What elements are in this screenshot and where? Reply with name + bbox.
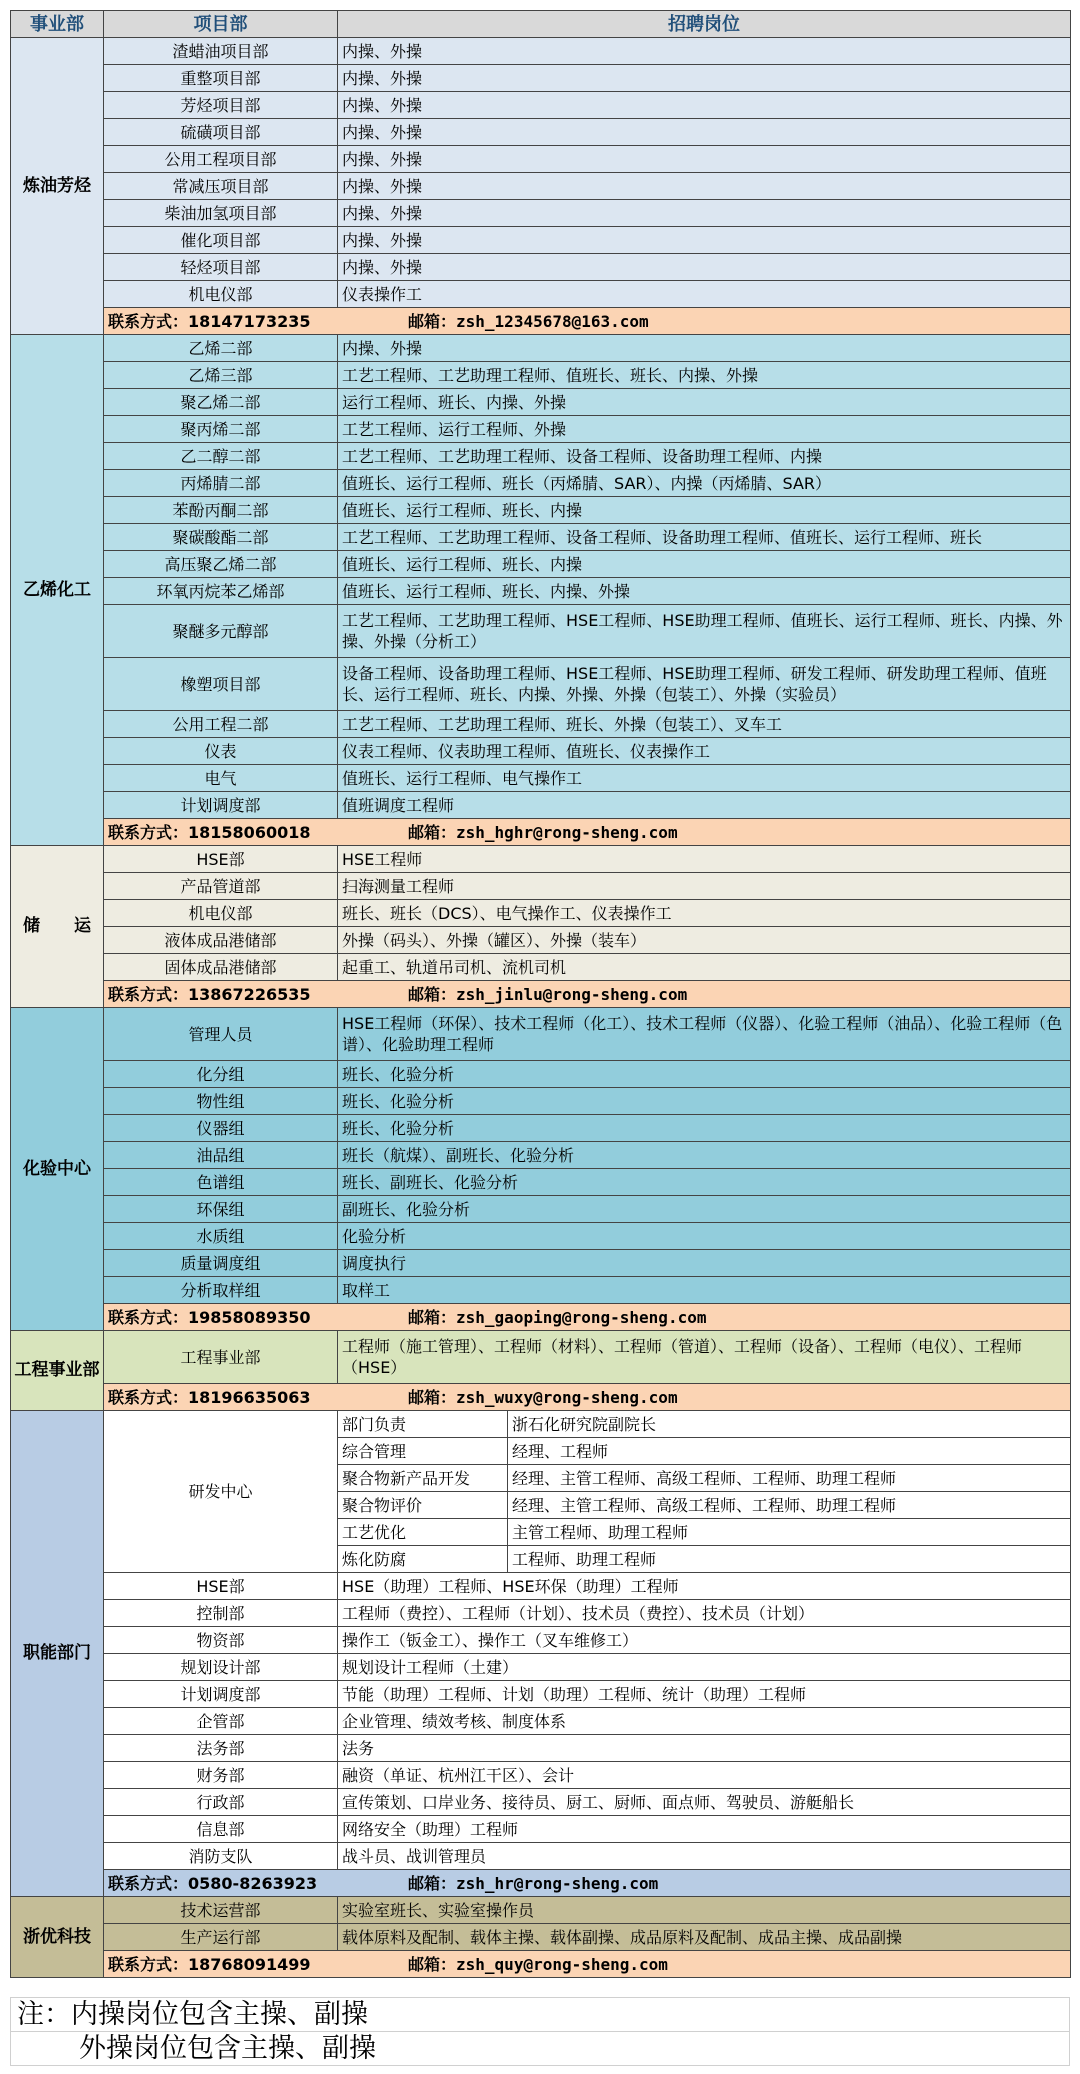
project-cell: 环保组: [104, 1196, 338, 1223]
contact-email-label: 邮箱：: [408, 1954, 457, 1974]
positions-cell: 内操、外操: [338, 227, 1071, 254]
positions-cell: 副班长、化验分析: [338, 1196, 1071, 1223]
table-row: [11, 1142, 1071, 1169]
contact-row: [11, 1870, 1071, 1897]
positions-cell: 实验室班长、实验室操作员: [338, 1897, 1071, 1924]
contact-phone: [108, 1385, 408, 1410]
recruitment-table: [10, 10, 1070, 1978]
positions-cell: 融资（单证、杭州江干区）、会计: [338, 1762, 1071, 1789]
positions-cell: 规划设计工程师（土建）: [338, 1654, 1071, 1681]
table-row: [11, 200, 1071, 227]
positions-cell: 班长、化验分析: [338, 1061, 1071, 1088]
division-lab: 化验中心: [11, 1008, 104, 1331]
contact-phone-value: 18147173235: [188, 311, 311, 331]
positions-cell: 值班长、运行工程师、班长、内操: [338, 551, 1071, 578]
contact-email-value[interactable]: zsh_12345678@163.com: [456, 311, 649, 331]
table-row: [11, 900, 1071, 927]
table-row: [11, 1169, 1071, 1196]
project-cell: 控制部: [104, 1600, 338, 1627]
positions-cell: 仪表操作工: [338, 281, 1071, 308]
positions-cell: 设备工程师、设备助理工程师、HSE工程师、HSE助理工程师、研发工程师、研发助理工程师、值班长、运行工程师、班长、内操、外操、外操（包装工）、外操（实验员）: [338, 658, 1071, 711]
table-row: [11, 92, 1071, 119]
positions-cell: HSE工程师: [338, 846, 1071, 873]
contact-phone-value: 18158060018: [188, 822, 311, 842]
table-row: [11, 443, 1071, 470]
table-row: [11, 1115, 1071, 1142]
table-row: [11, 792, 1071, 819]
table-row: [11, 1924, 1071, 1951]
project-cell: 化分组: [104, 1061, 338, 1088]
project-cell: 聚丙烯二部: [104, 416, 338, 443]
header-project: 项目部: [104, 11, 338, 38]
project-cell: 质量调度组: [104, 1250, 338, 1277]
project-cell: 柴油加氢项目部: [104, 200, 338, 227]
project-cell: 公用工程二部: [104, 711, 338, 738]
project-cell: 环氧丙烷苯乙烯部: [104, 578, 338, 605]
contact-phone: [108, 309, 408, 334]
division-engineering: 工程事业部: [11, 1331, 104, 1411]
contact-email-label: 邮箱：: [408, 311, 457, 331]
project-cell: 法务部: [104, 1735, 338, 1762]
project-cell: 物资部: [104, 1627, 338, 1654]
header-row: [11, 11, 1071, 38]
table-row: [11, 1708, 1071, 1735]
positions-cell: 战斗员、战训管理员: [338, 1843, 1071, 1870]
positions-cell: 浙石化研究院副院长: [508, 1411, 1071, 1438]
table-row: [11, 1088, 1071, 1115]
positions-cell: 扫海测量工程师: [338, 873, 1071, 900]
contact-phone-value: 18196635063: [188, 1387, 311, 1407]
positions-cell: 经理、主管工程师、高级工程师、工程师、助理工程师: [508, 1465, 1071, 1492]
division-storage: 储 运: [11, 846, 104, 1008]
project-cell: 重整项目部: [104, 65, 338, 92]
contact-row: [11, 1304, 1071, 1331]
contact-phone: [108, 1871, 408, 1896]
contact-email-value[interactable]: zsh_wuxy@rong-sheng.com: [456, 1387, 678, 1407]
contact-email-label: 邮箱：: [408, 1387, 457, 1407]
sub-department-cell: 聚合物新产品开发: [338, 1465, 508, 1492]
contact-email-value[interactable]: zsh_jinlu@rong-sheng.com: [456, 984, 688, 1004]
positions-cell: 调度执行: [338, 1250, 1071, 1277]
project-cell: 色谱组: [104, 1169, 338, 1196]
contact-phone-value: 19858089350: [188, 1307, 311, 1327]
contact-row: [11, 308, 1071, 335]
contact-email-label: 邮箱：: [408, 822, 457, 842]
project-cell: 油品组: [104, 1142, 338, 1169]
positions-cell: 值班长、运行工程师、班长、内操: [338, 497, 1071, 524]
positions-cell: 值班长、运行工程师、班长、内操、外操: [338, 578, 1071, 605]
project-cell: 行政部: [104, 1789, 338, 1816]
table-row: [11, 1573, 1071, 1600]
contact-phone-value: 13867226535: [188, 984, 311, 1004]
table-row: [11, 1627, 1071, 1654]
division-zheyou: 浙优科技: [11, 1897, 104, 1978]
contact-email: [408, 1308, 706, 1327]
sub-department-cell: 工艺优化: [338, 1519, 508, 1546]
contact-email: [408, 312, 649, 331]
positions-cell: 班长、化验分析: [338, 1115, 1071, 1142]
sub-department-cell: 聚合物评价: [338, 1492, 508, 1519]
contact-email: [408, 823, 678, 842]
contact-phone-value: 0580-8263923: [188, 1873, 318, 1893]
positions-cell: 载体原料及配制、载体主操、载体副操、成品原料及配制、成品主操、成品副操: [338, 1924, 1071, 1951]
table-row: [11, 551, 1071, 578]
project-cell: 苯酚丙酮二部: [104, 497, 338, 524]
table-row: [11, 524, 1071, 551]
division-ethylene: 乙烯化工: [11, 335, 104, 846]
project-cell: 财务部: [104, 1762, 338, 1789]
project-cell: 聚醚多元醇部: [104, 605, 338, 658]
contact-email: [408, 1874, 658, 1893]
contact-phone: [108, 982, 408, 1007]
table-row: [11, 1789, 1071, 1816]
positions-cell: 内操、外操: [338, 200, 1071, 227]
positions-cell: 班长（航煤）、副班长、化验分析: [338, 1142, 1071, 1169]
contact-email-value[interactable]: zsh_hghr@rong-sheng.com: [456, 822, 678, 842]
table-row: [11, 146, 1071, 173]
positions-cell: 工艺工程师、运行工程师、外操: [338, 416, 1071, 443]
header-division: 事业部: [11, 11, 104, 38]
contact-phone: [108, 1305, 408, 1330]
positions-cell: 取样工: [338, 1277, 1071, 1304]
project-cell: HSE部: [104, 1573, 338, 1600]
positions-cell: 工艺工程师、工艺助理工程师、设备工程师、设备助理工程师、内操: [338, 443, 1071, 470]
table-row: [11, 1735, 1071, 1762]
contact-info: [104, 1304, 1071, 1331]
division-refining: 炼油芳烃: [11, 38, 104, 335]
table-row: [11, 1654, 1071, 1681]
contact-phone-label: 联系方式：: [108, 311, 189, 331]
table-row: [11, 738, 1071, 765]
contact-info: [104, 981, 1071, 1008]
contact-info: [104, 1870, 1071, 1897]
table-row: [11, 1816, 1071, 1843]
positions-cell: 值班长、运行工程师、班长（丙烯腈、SAR）、内操（丙烯腈、SAR）: [338, 470, 1071, 497]
positions-cell: HSE（助理）工程师、HSE环保（助理）工程师: [338, 1573, 1071, 1600]
table-row: [11, 281, 1071, 308]
table-row: [11, 1277, 1071, 1304]
table-row: [11, 1762, 1071, 1789]
project-cell: 产品管道部: [104, 873, 338, 900]
contact-row: [11, 819, 1071, 846]
table-row: [11, 38, 1071, 65]
positions-cell: 值班长、运行工程师、电气操作工: [338, 765, 1071, 792]
division-functional: 职能部门: [11, 1411, 104, 1897]
project-cell: 管理人员: [104, 1008, 338, 1061]
project-cell: 固体成品港储部: [104, 954, 338, 981]
positions-cell: 起重工、轨道吊司机、流机司机: [338, 954, 1071, 981]
positions-cell: 经理、工程师: [508, 1438, 1071, 1465]
project-cell: 聚乙烯二部: [104, 389, 338, 416]
positions-cell: 内操、外操: [338, 92, 1071, 119]
header-positions: 招聘岗位: [338, 11, 1071, 38]
project-cell: 乙烯二部: [104, 335, 338, 362]
sub-department-cell: 炼化防腐: [338, 1546, 508, 1573]
project-cell: 渣蜡油项目部: [104, 38, 338, 65]
note-outer-operator: 外操岗位包含主操、副操: [10, 2032, 1070, 2066]
table-row: [11, 1600, 1071, 1627]
sub-department-cell: 部门负责: [338, 1411, 508, 1438]
project-cell: 乙烯三部: [104, 362, 338, 389]
contact-email: [408, 985, 687, 1004]
project-cell: 硫磺项目部: [104, 119, 338, 146]
table-row: [11, 173, 1071, 200]
project-cell: HSE部: [104, 846, 338, 873]
table-row: [11, 1331, 1071, 1384]
project-cell: 信息部: [104, 1816, 338, 1843]
table-row: [11, 65, 1071, 92]
project-cell: 计划调度部: [104, 1681, 338, 1708]
table-row: [11, 416, 1071, 443]
table-row: [11, 335, 1071, 362]
table-row: [11, 954, 1071, 981]
contact-phone: [108, 1952, 408, 1977]
positions-cell: 网络安全（助理）工程师: [338, 1816, 1071, 1843]
positions-cell: 法务: [338, 1735, 1071, 1762]
positions-cell: 内操、外操: [338, 146, 1071, 173]
positions-cell: 操作工（钣金工）、操作工（叉车维修工）: [338, 1627, 1071, 1654]
project-cell: 电气: [104, 765, 338, 792]
project-cell: 仪表: [104, 738, 338, 765]
project-cell: 机电仪部: [104, 900, 338, 927]
positions-cell: 工程师（施工管理）、工程师（材料）、工程师（管道）、工程师（设备）、工程师（电仪）、工程师（HSE）: [338, 1331, 1071, 1384]
table-row: [11, 1897, 1071, 1924]
contact-phone-value: 18768091499: [188, 1954, 311, 1974]
positions-cell: 工艺工程师、工艺助理工程师、HSE工程师、HSE助理工程师、值班长、运行工程师、班长、内操、外操、外操（分析工）: [338, 605, 1071, 658]
project-cell: 分析取样组: [104, 1277, 338, 1304]
contact-email-label: 邮箱：: [408, 984, 457, 1004]
table-row: [11, 873, 1071, 900]
positions-cell: 内操、外操: [338, 254, 1071, 281]
contact-row: [11, 981, 1071, 1008]
contact-phone-label: 联系方式：: [108, 984, 189, 1004]
contact-info: [104, 1951, 1071, 1978]
note-inner-operator: 注：内操岗位包含主操、副操: [10, 1997, 1070, 2032]
table-row: [11, 1411, 1071, 1438]
positions-cell: 企业管理、绩效考核、制度体系: [338, 1708, 1071, 1735]
table-row: [11, 1843, 1071, 1870]
table-row: [11, 927, 1071, 954]
contact-email-label: 邮箱：: [408, 1307, 457, 1327]
contact-info: [104, 1384, 1071, 1411]
contact-email: [408, 1388, 678, 1407]
project-cell: 仪器组: [104, 1115, 338, 1142]
project-cell: 物性组: [104, 1088, 338, 1115]
table-row: [11, 1223, 1071, 1250]
table-row: [11, 1008, 1071, 1061]
positions-cell: 工程师、助理工程师: [508, 1546, 1071, 1573]
project-cell: 聚碳酸酯二部: [104, 524, 338, 551]
table-row: [11, 1250, 1071, 1277]
positions-cell: 化验分析: [338, 1223, 1071, 1250]
table-row: [11, 470, 1071, 497]
table-row: [11, 1061, 1071, 1088]
table-row: [11, 497, 1071, 524]
project-cell: 乙二醇二部: [104, 443, 338, 470]
project-cell: 技术运营部: [104, 1897, 338, 1924]
positions-cell: 工艺工程师、工艺助理工程师、设备工程师、设备助理工程师、值班长、运行工程师、班长: [338, 524, 1071, 551]
contact-info: [104, 308, 1071, 335]
positions-cell: 班长、班长（DCS）、电气操作工、仪表操作工: [338, 900, 1071, 927]
positions-cell: 工艺工程师、工艺助理工程师、值班长、班长、内操、外操: [338, 362, 1071, 389]
positions-cell: 节能（助理）工程师、计划（助理）工程师、统计（助理）工程师: [338, 1681, 1071, 1708]
positions-cell: 宣传策划、口岸业务、接待员、厨工、厨师、面点师、驾驶员、游艇船长: [338, 1789, 1071, 1816]
contact-row: [11, 1951, 1071, 1978]
table-row: [11, 846, 1071, 873]
positions-cell: 运行工程师、班长、内操、外操: [338, 389, 1071, 416]
project-cell: 高压聚乙烯二部: [104, 551, 338, 578]
positions-cell: 工程师（费控）、工程师（计划）、技术员（费控）、技术员（计划）: [338, 1600, 1071, 1627]
notes: [10, 1997, 1070, 2066]
table-row: [11, 765, 1071, 792]
table-row: [11, 362, 1071, 389]
project-cell: 机电仪部: [104, 281, 338, 308]
table-row: [11, 711, 1071, 738]
contact-email-value[interactable]: zsh_quy@rong-sheng.com: [456, 1954, 668, 1974]
project-cell: 消防支队: [104, 1843, 338, 1870]
positions-cell: 经理、主管工程师、高级工程师、工程师、助理工程师: [508, 1492, 1071, 1519]
table-row: [11, 254, 1071, 281]
project-cell: 丙烯腈二部: [104, 470, 338, 497]
table-row: [11, 1196, 1071, 1223]
positions-cell: 内操、外操: [338, 38, 1071, 65]
project-cell: 轻烃项目部: [104, 254, 338, 281]
project-cell: 常减压项目部: [104, 173, 338, 200]
positions-cell: 内操、外操: [338, 173, 1071, 200]
positions-cell: 值班调度工程师: [338, 792, 1071, 819]
project-cell: 计划调度部: [104, 792, 338, 819]
positions-cell: 内操、外操: [338, 119, 1071, 146]
project-cell: 芳烃项目部: [104, 92, 338, 119]
positions-cell: 仪表工程师、仪表助理工程师、值班长、仪表操作工: [338, 738, 1071, 765]
sub-department-cell: 综合管理: [338, 1438, 508, 1465]
contact-phone-label: 联系方式：: [108, 1387, 189, 1407]
project-cell: 企管部: [104, 1708, 338, 1735]
table-row: [11, 1681, 1071, 1708]
contact-phone-label: 联系方式：: [108, 822, 189, 842]
project-cell: 工程事业部: [104, 1331, 338, 1384]
contact-info: [104, 819, 1071, 846]
table-row: [11, 658, 1071, 711]
table-row: [11, 578, 1071, 605]
project-cell: 橡塑项目部: [104, 658, 338, 711]
positions-cell: 内操、外操: [338, 65, 1071, 92]
positions-cell: 工艺工程师、工艺助理工程师、班长、外操（包装工）、叉车工: [338, 711, 1071, 738]
contact-row: [11, 1384, 1071, 1411]
positions-cell: 内操、外操: [338, 335, 1071, 362]
table-row: [11, 389, 1071, 416]
contact-phone-label: 联系方式：: [108, 1954, 189, 1974]
table-row: [11, 119, 1071, 146]
project-cell: 水质组: [104, 1223, 338, 1250]
project-cell: 规划设计部: [104, 1654, 338, 1681]
project-cell: 公用工程项目部: [104, 146, 338, 173]
table-row: [11, 227, 1071, 254]
contact-email: [408, 1955, 668, 1974]
positions-cell: HSE工程师（环保）、技术工程师（化工）、技术工程师（仪器）、化验工程师（油品）、化验工程师（色谱）、化验助理工程师: [338, 1008, 1071, 1061]
table-row: [11, 605, 1071, 658]
contact-email-value[interactable]: zsh_hr@rong-sheng.com: [456, 1873, 659, 1893]
positions-cell: 外操（码头）、外操（罐区）、外操（装车）: [338, 927, 1071, 954]
project-cell: 液体成品港储部: [104, 927, 338, 954]
contact-email-value[interactable]: zsh_gaoping@rong-sheng.com: [456, 1307, 707, 1327]
contact-phone-label: 联系方式：: [108, 1307, 189, 1327]
project-cell: 催化项目部: [104, 227, 338, 254]
contact-phone-label: 联系方式：: [108, 1873, 189, 1893]
positions-cell: 班长、副班长、化验分析: [338, 1169, 1071, 1196]
contact-email-label: 邮箱：: [408, 1873, 457, 1893]
positions-cell: 主管工程师、助理工程师: [508, 1519, 1071, 1546]
contact-phone: [108, 820, 408, 845]
project-cell: 生产运行部: [104, 1924, 338, 1951]
positions-cell: 班长、化验分析: [338, 1088, 1071, 1115]
project-cell: 研发中心: [104, 1411, 338, 1573]
